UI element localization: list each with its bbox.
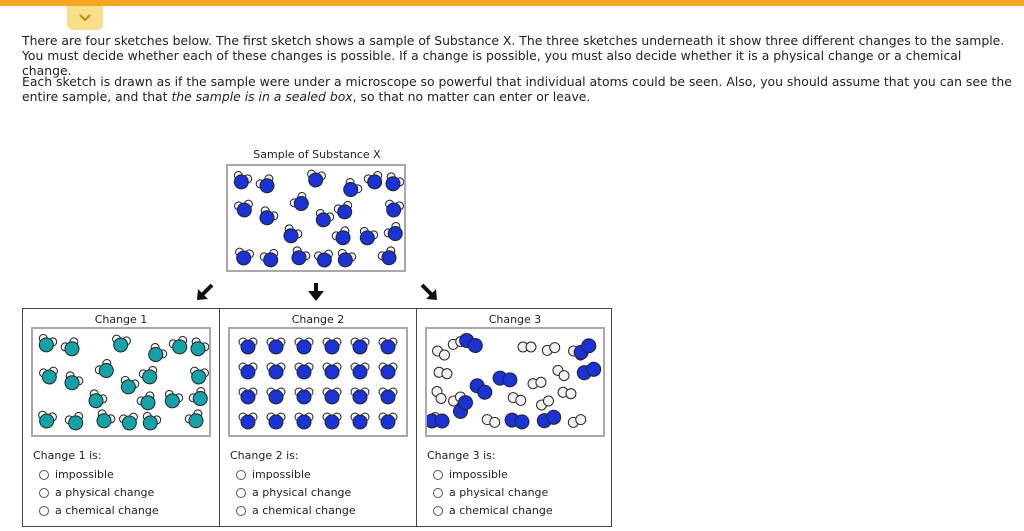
instructions-line-4b: , so that no matter can enter or leave. — [352, 89, 591, 104]
radio-button[interactable] — [433, 488, 443, 498]
molecule — [527, 377, 546, 390]
molecule — [230, 170, 252, 191]
atom — [353, 390, 367, 404]
atom — [289, 248, 308, 267]
molecule — [280, 223, 304, 246]
instructions-paragraph-2 — [22, 74, 1012, 104]
molecule — [504, 412, 530, 430]
option-label: a chemical change — [252, 504, 356, 517]
molecule — [481, 413, 501, 429]
molecule — [541, 341, 561, 357]
sample-molecules-canvas — [228, 166, 404, 270]
change-3-sketch — [425, 327, 605, 437]
instructions-line-2: You must decide whether each of these changes is possible. If a change is possible, you must also decide whether it is a physical change or a chemical change. — [22, 48, 962, 78]
atom — [241, 415, 255, 429]
atom — [62, 339, 81, 358]
atom — [526, 342, 536, 352]
molecule — [188, 386, 209, 410]
molecule — [267, 388, 285, 404]
molecule — [382, 171, 404, 194]
change-3-molecules-canvas — [427, 329, 603, 435]
molecule — [492, 370, 518, 388]
atom — [325, 390, 339, 404]
molecule — [295, 338, 313, 354]
molecule — [60, 336, 84, 359]
change-3-option-chemical[interactable] — [433, 504, 553, 517]
molecule — [239, 338, 257, 354]
collapse-toggle-button[interactable] — [67, 6, 103, 30]
atom — [297, 340, 311, 354]
molecule — [351, 338, 369, 354]
change-3-option-impossible[interactable] — [433, 468, 508, 481]
molecule — [184, 408, 208, 431]
atom — [297, 415, 311, 429]
molecule — [136, 390, 160, 413]
atom — [341, 180, 361, 200]
atom — [381, 365, 395, 379]
molecule — [518, 342, 536, 352]
instructions-emphasis: the sample is in a sealed box — [171, 89, 353, 104]
molecule — [575, 360, 602, 381]
molecule — [234, 200, 255, 219]
instructions-line-4a: entire sample, and that — [22, 89, 172, 104]
change-2-option-impossible[interactable] — [236, 468, 311, 481]
change-1-molecules-canvas — [33, 329, 209, 435]
option-label: a physical change — [55, 486, 155, 499]
molecule — [379, 413, 397, 429]
atom — [379, 248, 398, 267]
molecule — [551, 363, 571, 382]
change-3-question: Change 3 is: — [427, 449, 496, 462]
molecule — [295, 413, 313, 429]
molecule — [351, 413, 369, 429]
molecule — [314, 250, 335, 269]
atom — [269, 390, 283, 404]
atom — [257, 176, 276, 195]
arrow-down-icon — [305, 281, 327, 303]
change-1-option-impossible[interactable] — [39, 468, 114, 481]
atom — [241, 340, 255, 354]
molecule — [139, 411, 161, 432]
molecule — [306, 170, 327, 189]
atom — [146, 345, 166, 365]
atom — [281, 226, 300, 245]
atom — [381, 340, 395, 354]
change-1-question: Change 1 is: — [33, 449, 102, 462]
atom — [353, 415, 367, 429]
atom — [188, 339, 207, 358]
atom — [186, 411, 205, 430]
molecule — [267, 338, 285, 354]
molecule — [571, 336, 598, 362]
atom — [138, 393, 157, 412]
sample-title: Sample of Substance X — [253, 148, 381, 161]
atom — [190, 389, 209, 409]
molecule — [234, 248, 255, 267]
molecule — [323, 388, 341, 404]
atom — [435, 414, 449, 428]
changes-table — [22, 308, 612, 527]
atom — [325, 340, 339, 354]
change-2-title: Change 2 — [291, 313, 345, 326]
change-3-title: Change 3 — [488, 313, 542, 326]
molecule — [379, 388, 397, 404]
molecule — [187, 336, 209, 359]
atom — [325, 415, 339, 429]
atom — [86, 391, 105, 410]
molecule — [239, 363, 257, 379]
molecule — [35, 333, 57, 354]
atom — [257, 208, 276, 227]
arrow-down-right-icon — [418, 281, 440, 303]
option-label: a physical change — [449, 486, 549, 499]
molecule — [457, 331, 485, 355]
atom — [291, 194, 311, 214]
molecule — [37, 411, 58, 430]
radio-button[interactable] — [236, 488, 246, 498]
atom — [269, 365, 283, 379]
molecule — [323, 363, 341, 379]
molecule — [384, 200, 404, 219]
atom — [94, 411, 113, 430]
radio-button[interactable] — [433, 470, 443, 480]
atom — [241, 365, 255, 379]
atom — [325, 365, 339, 379]
molecule — [119, 413, 140, 432]
change-1-option-physical[interactable] — [39, 486, 154, 499]
atom — [353, 365, 367, 379]
molecule — [144, 342, 168, 366]
radio-button[interactable] — [39, 488, 49, 498]
molecule — [138, 365, 160, 386]
option-label: a physical change — [252, 486, 352, 499]
option-label: impossible — [449, 468, 508, 481]
molecule — [312, 208, 334, 229]
molecule — [239, 388, 257, 404]
molecule — [433, 367, 452, 380]
change-2-option-physical[interactable] — [236, 486, 351, 499]
molecule — [379, 338, 397, 354]
molecule — [430, 385, 448, 406]
change-2-column — [219, 309, 416, 526]
atom — [297, 390, 311, 404]
atom — [269, 340, 283, 354]
molecule — [323, 413, 341, 429]
atom — [297, 365, 311, 379]
molecule — [557, 387, 576, 400]
atom — [62, 373, 81, 392]
molecule — [339, 177, 363, 201]
instructions-paragraph-1 — [22, 33, 1012, 78]
molecule — [93, 408, 117, 431]
molecule — [351, 363, 369, 379]
molecule — [363, 170, 385, 191]
change-2-sketch — [228, 327, 408, 437]
molecule — [383, 221, 404, 245]
molecule — [168, 335, 190, 356]
molecule — [507, 391, 527, 407]
atom — [353, 340, 367, 354]
molecule — [535, 408, 562, 429]
atom — [241, 390, 255, 404]
molecule — [85, 388, 109, 411]
molecule — [331, 225, 355, 248]
change-2-question: Change 2 is: — [230, 449, 299, 462]
molecule — [189, 367, 209, 386]
option-label: impossible — [55, 468, 114, 481]
molecule — [334, 248, 356, 269]
molecule — [94, 358, 118, 382]
atom — [269, 415, 283, 429]
instructions-line-3: Each sketch is drawn as if the sample were under a microscope so powerful that individual atoms could be seen. Also, you should assume that you can see the — [22, 74, 1012, 89]
molecule — [64, 411, 86, 432]
change-3-option-physical[interactable] — [433, 486, 548, 499]
molecule — [239, 413, 257, 429]
atom — [381, 390, 395, 404]
instructions-line-1: There are four sketches below. The first sketch shows a sample of Substance X. The three sketches underneath it show three different changes to the sample. — [22, 33, 1005, 48]
radio-button[interactable] — [236, 470, 246, 480]
molecule — [255, 173, 279, 196]
molecule — [356, 226, 378, 247]
molecule — [267, 413, 285, 429]
molecule — [161, 389, 183, 410]
molecule — [295, 363, 313, 379]
change-2-option-chemical[interactable] — [236, 504, 356, 517]
option-label: a chemical change — [449, 504, 553, 517]
molecule — [61, 370, 85, 393]
molecule — [377, 245, 401, 268]
atom — [333, 228, 352, 247]
radio-button[interactable] — [39, 470, 49, 480]
molecule — [333, 200, 355, 221]
molecule — [289, 191, 313, 215]
arrow-down-left-icon — [194, 281, 216, 303]
atom — [96, 361, 116, 381]
molecule — [323, 338, 341, 354]
sample-sketch — [226, 164, 406, 272]
molecule — [117, 375, 139, 396]
molecule — [567, 413, 587, 429]
change-3-column — [416, 309, 613, 526]
molecule — [256, 205, 280, 228]
chevron-down-icon — [78, 13, 92, 23]
atom — [385, 224, 404, 244]
molecule — [259, 248, 281, 269]
molecule — [111, 335, 132, 354]
molecule — [267, 363, 285, 379]
molecule — [39, 367, 60, 386]
change-1-column — [23, 309, 219, 526]
molecule — [295, 388, 313, 404]
atom — [383, 174, 402, 193]
change-1-title: Change 1 — [94, 313, 148, 326]
change-1-option-chemical[interactable] — [39, 504, 159, 517]
option-label: a chemical change — [55, 504, 159, 517]
molecule — [351, 388, 369, 404]
molecule — [379, 363, 397, 379]
radio-button[interactable] — [236, 506, 246, 516]
molecule — [431, 344, 452, 362]
molecule — [535, 394, 556, 412]
radio-button[interactable] — [39, 506, 49, 516]
atom — [381, 415, 395, 429]
change-2-molecules-canvas — [230, 329, 406, 435]
radio-button[interactable] — [433, 506, 443, 516]
option-label: impossible — [252, 468, 311, 481]
molecule — [427, 414, 449, 428]
top-accent-bar — [0, 0, 1024, 6]
molecule — [288, 245, 312, 268]
change-1-sketch — [31, 327, 211, 437]
